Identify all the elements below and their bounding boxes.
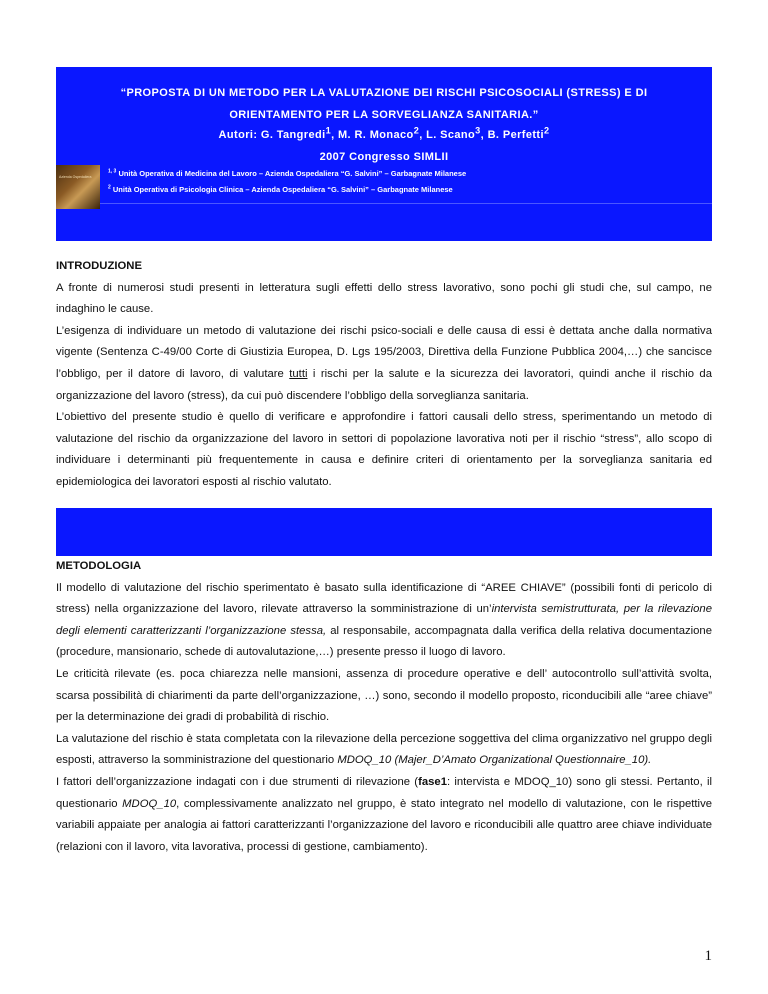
intro-paragraph-2 [56,321,712,407]
italic-text: MDOQ_10 [122,797,177,810]
italic-text: intervista semistrutturata, per la rilevazione degli elementi caratterizzanti l’organizzazione stessa, [56,603,712,637]
authors-label: Autori: [218,129,261,141]
authors-line: Autori: G. Tangredi$^1$, M. R. Monaco$^2$, L. Scano$^3$, B. Perfetti$^2$ [218,125,550,141]
intro-paragraph-3: L’obiettivo del presente studio è quello di verificare e approfondire i fattori causali dello stress, sperimentando un metodo di valutazione del rischio da organizzazione del lavoro in settori di popolazione lavorativa noti per il rischio “stress”, allo scopo di individuare i determinanti più frequentemente in causa e definire criteri di orientamento per la sorveglianza sanitaria ed epidemiologica dei lavoratori esposti al rischio valutato. [56,411,712,488]
text-run: Il modello di valutazione del rischio sperimentato è basato sulla identificazione di “AREE CHIAVE” (possibili fonti di pericolo di stress) nella organizzazione del lavoro, rilevate attraverso la somministrazione di un’ [56,581,712,616]
text-run: La valutazione del rischio è stata completata con la rilevazione della percezione soggettiva del clima organizzativo nel gruppo degli esposti, attraverso la somministrazione del questionario [56,732,712,767]
author-name: G. Tangredi [260,129,326,141]
congress-line: 2007 Congresso SIMLII [319,151,449,163]
text-run: , complessivamente analizzato nel gruppo, è stato integrato nel modello di valutazione, con le rispettive variabili appaiate per analogia ai fattori caratterizzanti l’organizzazione del lavoro e riconducibili alle quattro aree chiave individuate (relazioni con il lavoro, vita lavorativa, processi di gestione, cambiamento). [56,797,712,853]
hospital-logo-image [56,165,100,209]
affiliation-marker: 1, 3 [108,168,117,175]
affiliation-unit-1 [108,169,466,178]
author-name: M. R. Monaco [337,129,414,141]
text-run: : intervista e MDOQ_10) sono gli stessi. Pertanto, il questionario [56,775,712,810]
method-paragraph-3 [56,729,712,772]
affiliation-unit-2 [108,185,453,194]
method-paragraph-1 [56,578,712,664]
method-section [56,556,712,858]
banner-divider [100,203,712,204]
header-banner [56,67,712,241]
intro-heading: INTRODUZIONE [56,260,142,272]
author-affiliation: 2 [543,125,550,136]
intro-section [56,256,712,494]
document-title-line-2: ORIENTAMENTO PER LA SORVEGLIANZA SANITARIA.” [229,109,539,121]
bold-text: fase1 [418,775,447,788]
text-run: L’esigenza di individuare un metodo di valutazione dei rischi psico-sociali e delle causa di essi è dettata anche dalla normativa vigente (Sentenza C-49/00 Corte di Giustizia Europea, D. Lgs 195/2003, Direttiva della Funzione Pubblica 2004,…) che sancisce l’obbligo, per il datore di lavoro, di valutare [56,324,712,380]
author-name: B. Perfetti [487,129,544,141]
method-heading: METODOLOGIA [56,560,142,572]
italic-text: MDOQ_10 (Majer_D’Amato Organizational Questionnaire_10). [337,754,652,767]
method-paragraph-4 [56,772,712,858]
section-separator-bar [56,508,712,556]
affiliation-marker: 2 [108,184,111,191]
affiliation-text: Unità Operativa di Medicina del Lavoro – Azienda Ospedaliera “G. Salvini” – Garbagnate Milanese [118,169,467,178]
author-affiliation: 3 [475,125,481,136]
logo-text: Azienda Ospedaliera [59,175,92,179]
text-run: al responsabile, accompagnata dalla verifica della relativa documentazione (procedure, mansionario, schede di autovalutazione,…) presente presso il luogo di lavoro. [56,624,712,659]
text-run: I fattori dell’organizzazione indagati con i due strumenti di rilevazione ( [56,775,419,788]
intro-paragraph-1: A fronte di numerosi studi presenti in letteratura sugli effetti dello stress lavorativo, sono pochi gli studi che, sul campo, ne indaghino le cause. [56,281,712,316]
affiliation-text: Unità Operativa di Psicologia Clinica – Azienda Ospedaliera “G. Salvini” – Garbagnate Milanese [112,185,453,194]
underlined-word: tutti [289,367,308,380]
text-run: i rischi per la salute e la sicurezza dei lavoratori, quindi anche il rischio da organizzazione del lavoro (stress), da cui può discendere l’obbligo della sorveglianza sanitaria. [56,367,713,402]
document-title-line-1: “PROPOSTA DI UN METODO PER LA VALUTAZIONE DEI RISCHI PSICOSOCIALI (STRESS) E DI [120,87,648,99]
author-name: L. Scano [426,129,476,141]
author-affiliation: 2 [413,125,420,136]
author-affiliation: 1 [325,125,332,136]
method-paragraph-2: Le criticità rilevate (es. poca chiarezza nelle mansioni, assenza di procedure operative e dell’ autocontrollo sull’attività svolta, scarsa possibilità di chiarimenti da parte dell’organizzazione, …) sono, secondo il modello proposto, riconducibili alle “aree chiave” per la determinazione dei gradi di probabilità di rischio. [56,667,712,724]
page-number: 1 [704,948,712,964]
